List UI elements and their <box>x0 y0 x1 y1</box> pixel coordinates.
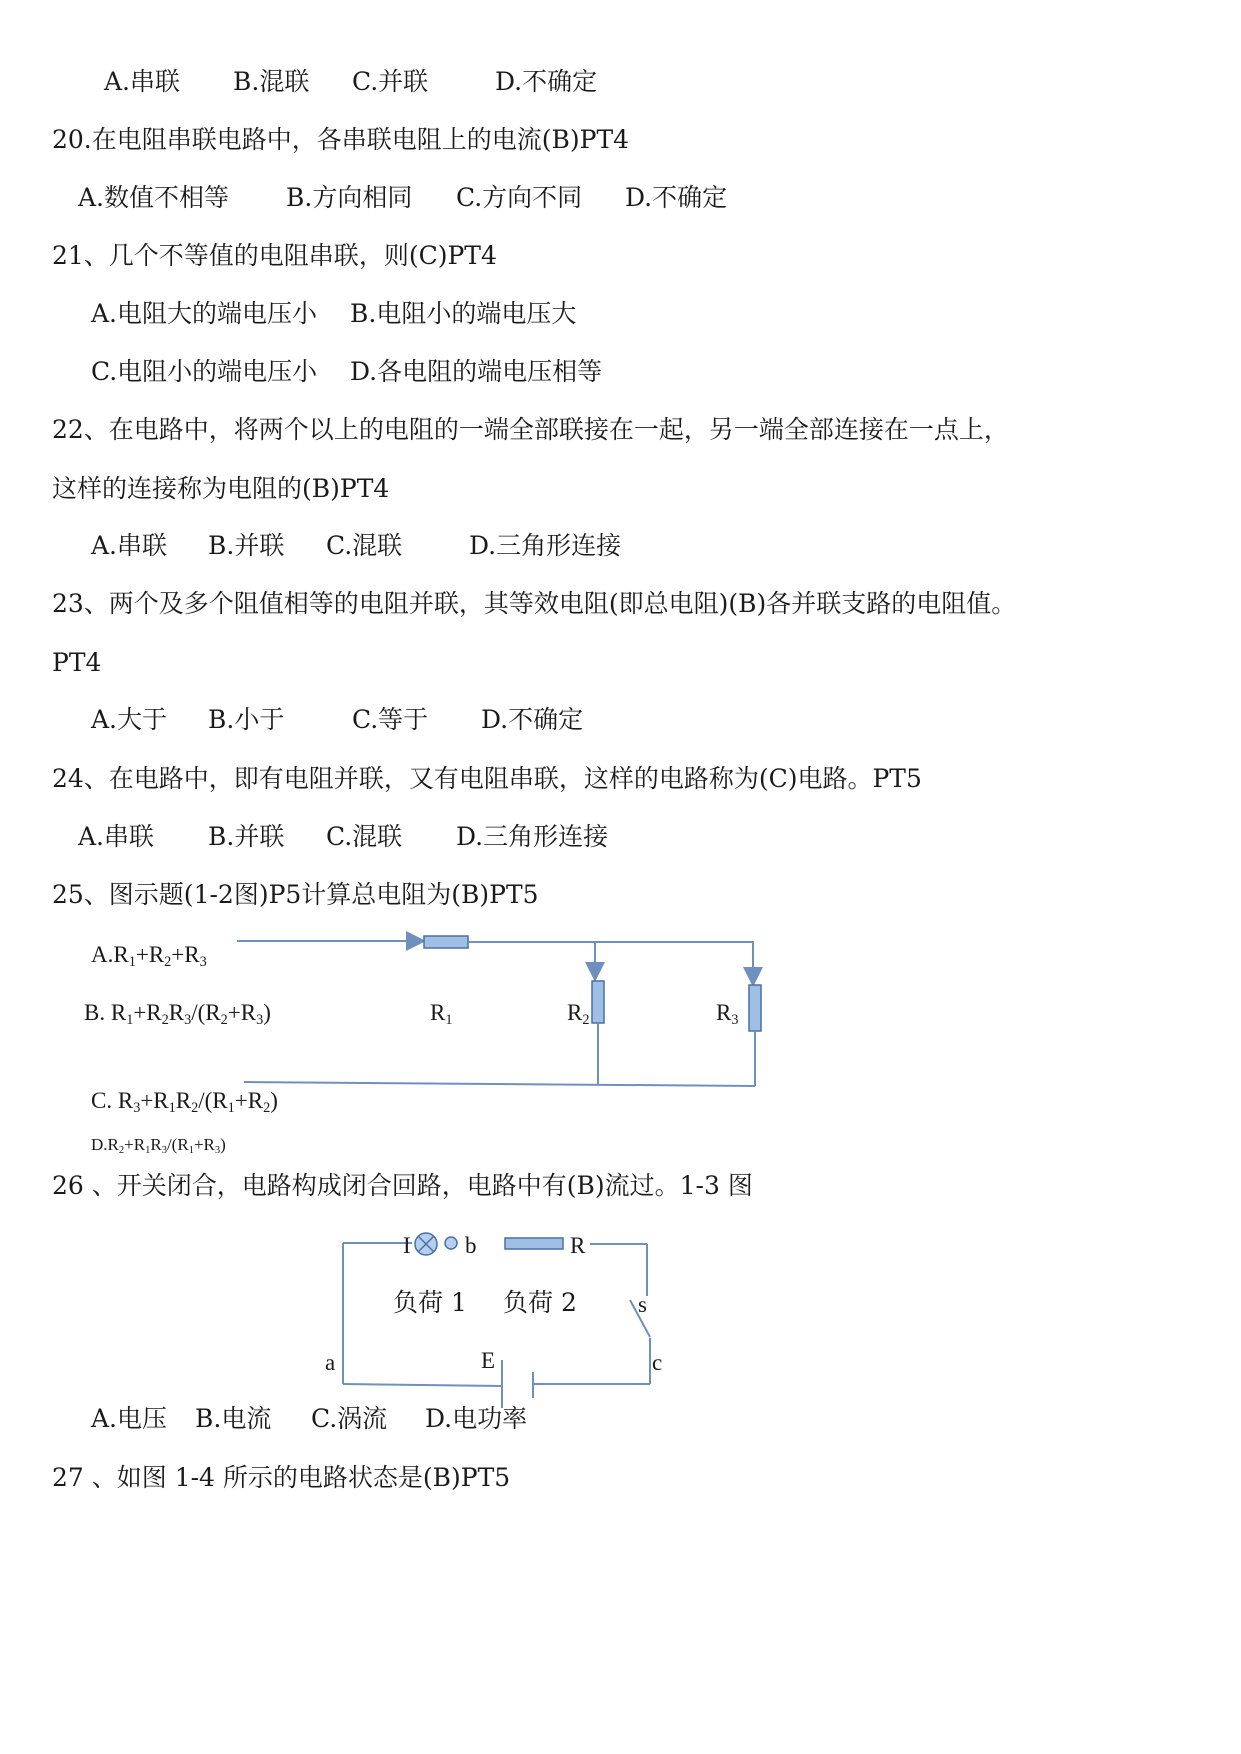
q25-option-a: $A.R_1+R_2+R_3$ <box>91 942 207 970</box>
q26-bottom-left-wire <box>343 1384 502 1386</box>
q26-b-label: b <box>465 1233 477 1258</box>
q27-question: 27 、如图 1-4 所示的电路状态是(B)PT5 <box>52 1463 511 1492</box>
q25-option-c: C. $R_3+R_1R_2/(R_1+R_2)$ <box>91 1088 278 1116</box>
q23-option-b: B.小于 <box>208 705 285 734</box>
q26-option-c: C.涡流 <box>311 1404 388 1433</box>
q24-option-c: C.混联 <box>326 822 403 851</box>
q20-option-a: A.数值不相等 <box>78 183 230 212</box>
q19-option-b: B.混联 <box>233 67 310 96</box>
q20-option-b: B.方向相同 <box>286 183 413 212</box>
q26-s-label: s <box>638 1292 647 1317</box>
q20-option-d: D.不确定 <box>625 183 728 212</box>
q23-question-line2: PT4 <box>52 648 102 677</box>
q26-e-label: E <box>481 1348 496 1373</box>
q22-option-b: B.并联 <box>208 531 285 560</box>
q21-option-b: B.电阻小的端电压大 <box>350 299 577 328</box>
q25-r2-label: $R_2$ <box>567 1000 590 1028</box>
q22-question-line1: 22、在电路中，将两个以上的电阻的一端全部联接在一起，另一端全部连接在一点上， <box>52 415 1009 444</box>
q26-node-b <box>445 1237 457 1249</box>
q24-option-b: B.并联 <box>208 822 285 851</box>
q26-question: 26 、开关闭合，电路构成闭合回路，电路中有(B)流过。1-3 图 <box>52 1171 753 1200</box>
q25-option-b: B. $R_1+R_2R_3/(R_2+R_3)$ <box>84 1000 271 1028</box>
q23-option-d: D.不确定 <box>481 705 584 734</box>
q23-question-line1: 23、两个及多个阻值相等的电阻并联，其等效电阻(即总电阻)(B)各并联支路的电阻值。 <box>52 589 1017 618</box>
q21-question: 21、几个不等值的电阻串联，则(C)PT4 <box>52 241 497 270</box>
q22-option-d: D.三角形连接 <box>469 531 622 560</box>
q22-option-c: C.混联 <box>326 531 403 560</box>
q26-load2-label: 负荷 2 <box>503 1288 577 1317</box>
q19-option-a: A.串联 <box>104 67 181 96</box>
q26-option-a: A.电压 <box>91 1404 168 1433</box>
q25-question: 25、图示题(1-2图)P5计算总电阻为(B)PT5 <box>52 880 539 909</box>
q25-r1-label: $R_1$ <box>430 1000 453 1028</box>
q24-option-d: D.三角形连接 <box>456 822 609 851</box>
q26-option-d: D.电功率 <box>425 1404 528 1433</box>
q26-load1-label: 负荷 1 <box>393 1288 467 1317</box>
q23-option-c: C.等于 <box>352 705 429 734</box>
q26-resistor-r <box>505 1238 563 1249</box>
q26-lamp-label: I <box>403 1233 411 1258</box>
q25-r3-label: $R_3$ <box>716 1000 739 1028</box>
q26-a-label: a <box>325 1350 336 1375</box>
q20-option-c: C.方向不同 <box>456 183 583 212</box>
q26-r-label: R <box>570 1233 586 1258</box>
q21-option-a: A.电阻大的端电压小 <box>91 299 318 328</box>
q21-option-c: C.电阻小的端电压小 <box>91 357 318 386</box>
q22-question-line2: 这样的连接称为电阻的(B)PT4 <box>52 474 390 503</box>
q26-option-b: B.电流 <box>195 1404 272 1433</box>
q19-option-d: D.不确定 <box>495 67 598 96</box>
q24-option-a: A.串联 <box>78 822 155 851</box>
q25-option-d: $D.R_2+R_1R_3/(R_1+R_3)$ <box>91 1135 226 1156</box>
q20-question: 20.在电阻串联电路中，各串联电阻上的电流(B)PT4 <box>52 125 630 154</box>
q21-option-d: D.各电阻的端电压相等 <box>350 357 603 386</box>
q19-option-c: C.并联 <box>352 67 429 96</box>
q24-question: 24、在电路中，即有电阻并联，又有电阻串联，这样的电路称为(C)电路。PT5 <box>52 764 922 793</box>
q22-option-a: A.串联 <box>91 531 168 560</box>
q26-c-label: c <box>652 1350 663 1375</box>
q23-option-a: A.大于 <box>91 705 168 734</box>
